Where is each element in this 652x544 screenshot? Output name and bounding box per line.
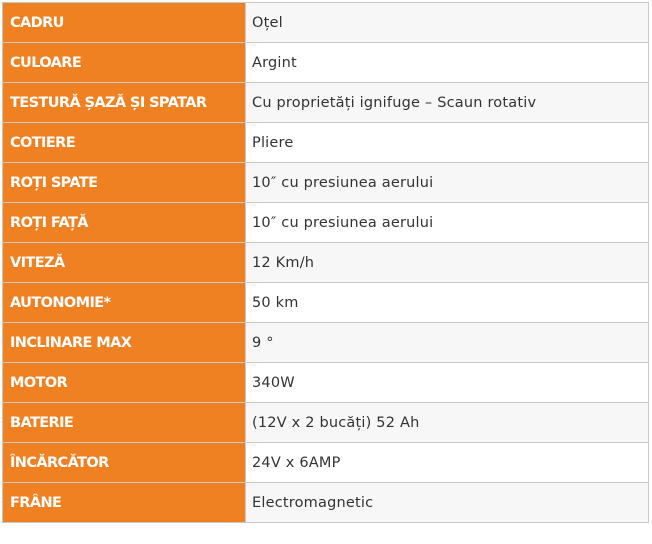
spec-value: 24V x 6AMP	[246, 443, 649, 483]
spec-row-battery	[3, 403, 649, 443]
spec-label: COTIERE	[3, 123, 246, 163]
spec-row-speed	[3, 243, 649, 283]
spec-value: 340W	[246, 363, 649, 403]
spec-row-max-incline	[3, 323, 649, 363]
spec-label: INCLINARE MAX	[3, 323, 246, 363]
spec-row-brakes	[3, 483, 649, 523]
spec-row-frame	[3, 3, 649, 43]
spec-value: 12 Km/h	[246, 243, 649, 283]
specifications-table	[2, 2, 649, 523]
spec-value: Pliere	[246, 123, 649, 163]
spec-value: 10″ cu presiunea aerului	[246, 163, 649, 203]
spec-value: (12V x 2 bucăți) 52 Ah	[246, 403, 649, 443]
spec-value: Cu proprietăți ignifuge – Scaun rotativ	[246, 83, 649, 123]
spec-row-armrests	[3, 123, 649, 163]
spec-label: FRÂNE	[3, 483, 246, 523]
spec-label: TESTURĂ ȘAZĂ ȘI SPATAR	[3, 83, 246, 123]
spec-value: 9 °	[246, 323, 649, 363]
spec-label: CULOARE	[3, 43, 246, 83]
spec-label: VITEZĂ	[3, 243, 246, 283]
spec-value: Argint	[246, 43, 649, 83]
spec-label: ROȚI SPATE	[3, 163, 246, 203]
spec-value: Electromagnetic	[246, 483, 649, 523]
spec-label: CADRU	[3, 3, 246, 43]
spec-value: 10″ cu presiunea aerului	[246, 203, 649, 243]
spec-row-front-wheels	[3, 203, 649, 243]
spec-row-rear-wheels	[3, 163, 649, 203]
spec-row-color	[3, 43, 649, 83]
spec-label: BATERIE	[3, 403, 246, 443]
spec-row-seat-fabric	[3, 83, 649, 123]
spec-label: ÎNCĂRCĂTOR	[3, 443, 246, 483]
spec-row-motor	[3, 363, 649, 403]
spec-label: MOTOR	[3, 363, 246, 403]
spec-row-charger	[3, 443, 649, 483]
spec-label: AUTONOMIE*	[3, 283, 246, 323]
spec-row-range	[3, 283, 649, 323]
spec-value: 50 km	[246, 283, 649, 323]
spec-value: Oțel	[246, 3, 649, 43]
spec-label: ROȚI FAȚĂ	[3, 203, 246, 243]
